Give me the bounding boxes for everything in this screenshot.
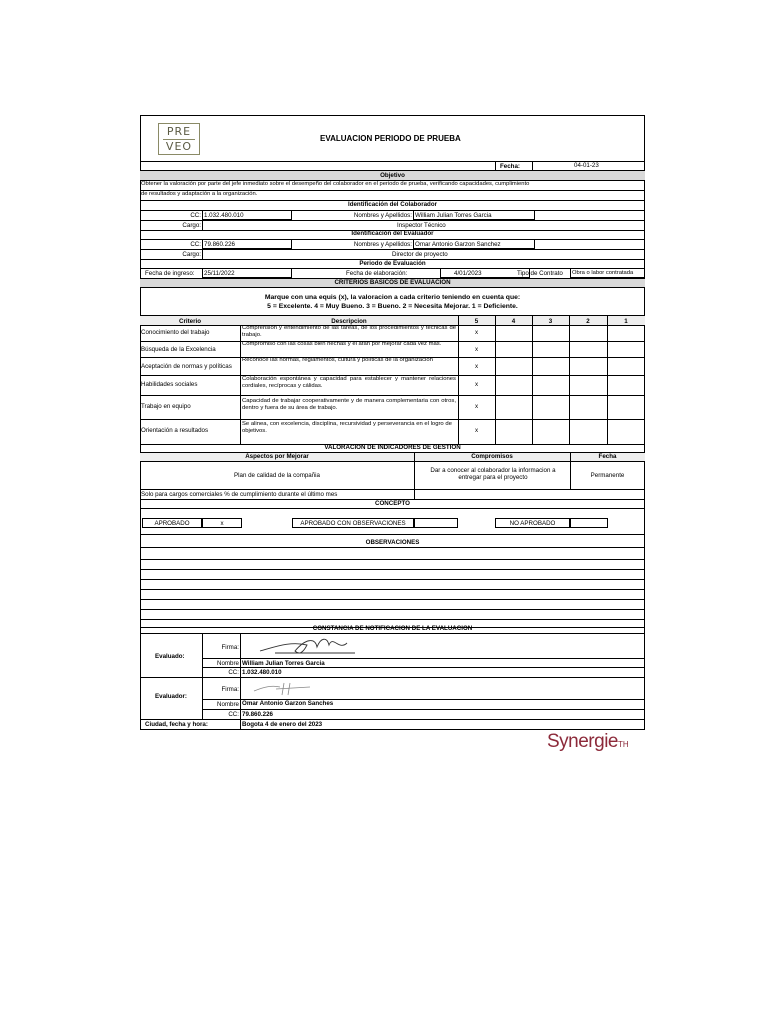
evaluador-cargo-value: Director de proyecto	[392, 251, 448, 258]
evaluador-nombre-value: Omar Antonio Garzon Sanches	[242, 700, 334, 707]
evaluador-firma-label: Firma:	[221, 686, 239, 693]
col-score-5: 5	[474, 318, 479, 325]
evaluado-cc-value: 1.032.480.010	[242, 669, 282, 676]
criterio-mark: x	[474, 329, 479, 336]
evaluado-nombre-label: Nombre	[216, 660, 239, 667]
preveo-logo	[158, 123, 200, 155]
brand-suffix: TH	[618, 740, 629, 749]
criterio-name: Búsqueda de la Excelencia	[141, 346, 216, 353]
evaluador-nombre-label: Nombre	[216, 701, 239, 708]
logo-top-text: PRE	[166, 125, 192, 138]
concepto-heading: CONCEPTO	[375, 500, 410, 507]
evaluador-cc-label: CC:	[228, 711, 239, 718]
fecha-elaboracion-value: 4/01/2023	[454, 270, 482, 277]
evaluador-label: Evaluador:	[155, 693, 187, 700]
colaborador-cc-label: CC:	[190, 212, 201, 219]
evaluado-firma-label: Firma:	[221, 644, 239, 651]
criterio-description: Colaboración espontánea y capacidad para establecer y mantener relaciones cordiales, recíprocas y cálidas.	[242, 376, 456, 389]
criterio-description: Comprensión y entendimiento de las tareas, de los procedimientos y técnicas de trabajo.	[242, 325, 456, 338]
tipo-contrato-value: Obra o labor contratada	[572, 270, 634, 276]
criterio-description: Reconoce las normas, reglamentos, cultura y políticas de la organización	[242, 357, 433, 363]
aprobado-mark: x	[220, 520, 224, 527]
evaluador-nombres-value: Omar Antonio Garzon Sanchez	[415, 241, 501, 248]
evaluation-form	[140, 115, 645, 730]
criterios-instruction-1: Marque con una equis (x), la valoracion a cada criterio teniendo en cuenta que:	[264, 294, 521, 301]
fecha-ingreso-value: 25/11/2022	[204, 270, 235, 277]
fecha-label: Fecha:	[500, 163, 520, 170]
gestion-nota: Solo para cargos comerciales % de cumplimiento durante el último mes	[141, 491, 338, 498]
objetivo-heading: Objetivo	[380, 172, 405, 179]
constancia-heading: CONSTANCIA DE NOTIFICACION DE LA EVALUACION	[312, 625, 473, 632]
col-compromisos: Compromisos	[471, 453, 513, 460]
criterio-mark: x	[474, 427, 479, 434]
criterio-mark: x	[474, 363, 479, 370]
evaluado-nombre-value: William Julian Torres Garcia	[242, 660, 325, 667]
gestion-fecha: Permanente	[590, 472, 625, 479]
evaluador-heading: Identificación del Evaluador	[351, 230, 434, 237]
ciudad-fecha-label: Ciudad, fecha y hora:	[145, 721, 208, 728]
aprobado-observaciones-checkbox[interactable]	[414, 518, 458, 528]
criterio-mark: x	[474, 381, 479, 388]
evaluador-cc-value: 79.860.226	[204, 241, 235, 248]
criterio-mark: x	[474, 403, 479, 410]
col-score-3: 3	[548, 318, 553, 325]
objetivo-line-2: de resultados y adaptación a la organización.	[141, 191, 258, 197]
evaluado-cc-label: CC:	[228, 669, 239, 676]
criterio-name: Orientación a resultados	[141, 427, 209, 434]
colaborador-nombres-value: William Julian Torres Garcia	[415, 212, 492, 219]
col-aspectos: Aspectos por Mejorar	[245, 453, 309, 460]
criterios-instruction-2: 5 = Excelente. 4 = Muy Bueno. 3 = Bueno. 2 = Necesita Mejorar. 1 = Deficiente.	[267, 303, 518, 310]
col-score-4: 4	[511, 318, 516, 325]
logo-bottom-text: VEO	[165, 140, 193, 153]
criterio-description: Compromiso con las cosas bien hechas y el afán por mejorar cada vez más.	[242, 341, 442, 347]
col-score-2: 2	[586, 318, 590, 325]
criterio-description: Se alinea, con excelencia, disciplina, recursividad y perseverancia en el logro de objetivos.	[242, 421, 452, 434]
col-descripcion: Descripcion	[331, 318, 367, 325]
gestion-aspecto: Plan de calidad de la compañia	[234, 472, 320, 479]
col-score-1: 1	[624, 318, 628, 325]
colaborador-cargo-label: Cargo:	[182, 222, 201, 229]
synergie-logo	[547, 731, 629, 753]
evaluado-signature	[255, 633, 365, 661]
evaluador-cc-label: CC:	[190, 241, 201, 248]
fecha-ingreso-label: Fecha de ingreso:	[145, 270, 195, 277]
aprobado-label: APROBADO	[154, 520, 190, 527]
colaborador-cargo-value: Inspector Técnico	[397, 222, 446, 229]
evaluado-label: Evaluado:	[155, 653, 185, 660]
criterio-name: Trabajo en equipo	[141, 403, 191, 410]
criterio-name: Aceptación de normas y políticas	[141, 363, 232, 370]
no-aprobado-checkbox[interactable]	[570, 518, 608, 528]
tipo-contrato-label: Tipo de Contrato	[517, 270, 563, 277]
gestion-compromiso: Dar a conocer al colaborador la informacion a entregar para el proyecto	[430, 467, 556, 481]
col-criterio: Criterio	[178, 318, 201, 325]
fecha-value: 04-01-23	[574, 162, 599, 169]
colaborador-nombres-label: Nombres y Apellidos:	[353, 212, 412, 219]
criterio-name: Habilidades sociales	[141, 381, 198, 388]
fecha-elaboracion-label: Fecha de elaboración:	[346, 270, 408, 277]
ciudad-fecha-value: Bogota 4 de enero del 2023	[242, 721, 323, 728]
criterio-name: Conocimiento del trabajo	[141, 329, 210, 336]
evaluador-signature	[250, 679, 320, 699]
colaborador-cc-value: 1.032.480.010	[204, 212, 244, 219]
periodo-heading: Periodo de Evaluación	[359, 260, 426, 267]
brand-name: Synergie	[547, 731, 618, 752]
aprobado-observaciones-label: APROBADO CON OBSERVACIONES	[300, 520, 406, 527]
colaborador-heading: Identificación del Colaborador	[347, 201, 438, 208]
criterio-description: Capacidad de trabajar cooperativamente y de manera complementaria con otros, dentro y fuera de su área de trabajo.	[242, 398, 456, 411]
criterio-mark: x	[474, 346, 479, 353]
evaluador-cc-value: 79.860.226	[242, 711, 273, 718]
observaciones-heading: OBSERVACIONES	[365, 539, 420, 546]
col-fecha: Fecha	[598, 453, 617, 460]
no-aprobado-label: NO APROBADO	[509, 520, 556, 527]
evaluador-nombres-label: Nombres y Apellidos:	[353, 241, 412, 248]
evaluador-cargo-label: Cargo:	[182, 251, 201, 258]
form-title: EVALUACION PERIODO DE PRUEBA	[320, 134, 461, 143]
objetivo-line-1: Obtener la valoración por parte del jefe inmediato sobre el desempeño del colaborador en el periodo de prueba, verificando capacidades, cumplimiento	[141, 181, 530, 187]
gestion-heading: VALORACION DE INDICADORES DE GESTION	[324, 444, 461, 451]
criterios-heading: CRITERIOS BASICOS DE EVALUACION	[334, 279, 451, 286]
